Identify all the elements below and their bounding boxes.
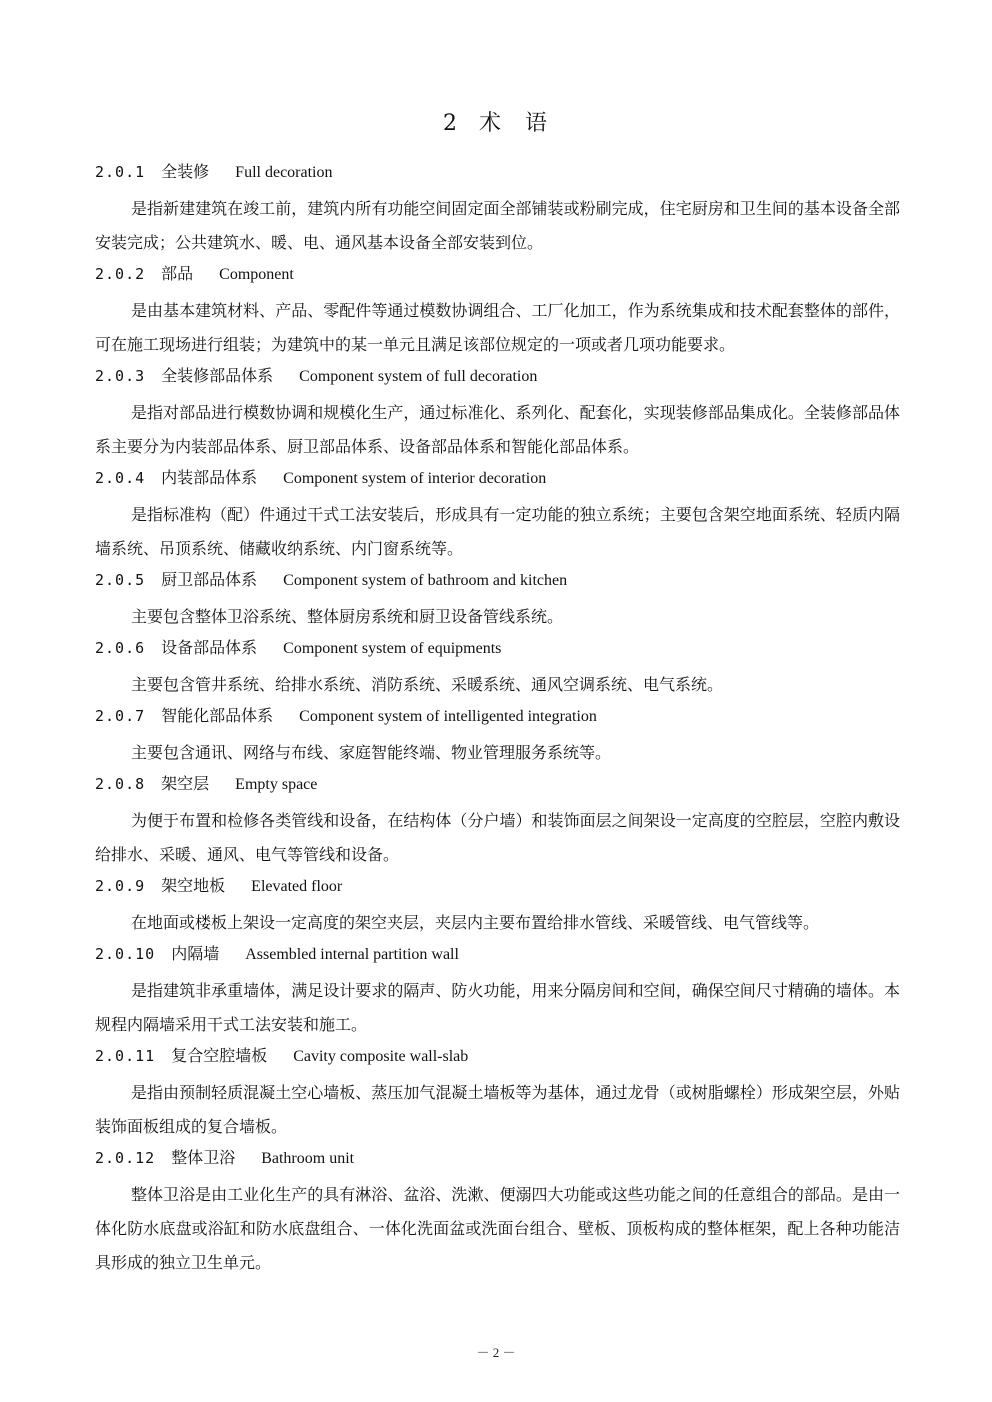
term-number: 2.0.12	[95, 1149, 156, 1167]
section-title-char-1: 术	[478, 111, 503, 136]
term-definition: 为便于布置和检修各类管线和设备，在结构体（分户墙）和装饰面层之间架设一定高度的空腔层，空腔内敷设给排水、采暖、通风、电气等管线和设备。	[95, 811, 900, 864]
section-title-char-2: 语	[525, 111, 550, 136]
term-definition: 主要包含整体卫浴系统、整体厨房系统和厨卫设备管线系统。	[131, 607, 564, 626]
term-number: 2.0.1	[95, 163, 146, 181]
term-entry	[95, 872, 900, 940]
term-definition: 是指建筑非承重墙体，满足设计要求的隔声、防火功能，用来分隔房间和空间，确保空间尺寸精确的墙体。本规程内隔墙采用干式工法安装和施工。	[95, 981, 900, 1034]
term-definition: 在地面或楼板上架设一定高度的架空夹层，夹层内主要布置给排水管线、采暖管线、电气管线等。	[131, 913, 820, 932]
term-entry	[95, 770, 900, 872]
term-english: Component system of full decoration	[299, 368, 538, 385]
term-entry	[95, 464, 900, 566]
term-chinese: 架空层	[161, 774, 210, 793]
term-english: Cavity composite wall-slab	[293, 1048, 469, 1065]
term-chinese: 内装部品体系	[161, 468, 258, 487]
term-entry	[95, 362, 900, 464]
term-number: 2.0.5	[95, 571, 146, 589]
term-entry	[95, 702, 900, 770]
term-number: 2.0.9	[95, 877, 146, 895]
term-heading	[95, 872, 900, 906]
term-heading	[95, 634, 900, 668]
term-definition: 是由基本建筑材料、产品、零配件等通过模数协调组合、工厂化加工，作为系统集成和技术配套整体的部件，可在施工现场进行组装；为建筑中的某一单元且满足该部位规定的一项或者几项功能要求。	[95, 301, 900, 354]
term-entry	[95, 634, 900, 702]
term-heading	[95, 1042, 900, 1076]
term-english: Elevated floor	[251, 878, 343, 895]
term-entry	[95, 260, 900, 362]
term-english: Bathroom unit	[261, 1150, 355, 1167]
term-number: 2.0.2	[95, 265, 146, 283]
term-definition: 主要包含通讯、网络与布线、家庭智能终端、物业管理服务系统等。	[131, 743, 612, 762]
section-title	[0, 106, 992, 137]
term-number: 2.0.6	[95, 639, 146, 657]
term-heading	[95, 770, 900, 804]
term-definition: 主要包含管井系统、给排水系统、消防系统、采暖系统、通风空调系统、电气系统。	[131, 675, 724, 694]
term-chinese: 设备部品体系	[161, 638, 258, 657]
term-entry	[95, 1144, 900, 1280]
term-chinese: 智能化部品体系	[161, 706, 274, 725]
term-number: 2.0.11	[95, 1047, 156, 1065]
term-entry	[95, 158, 900, 260]
term-number: 2.0.4	[95, 469, 146, 487]
term-heading	[95, 158, 900, 192]
term-chinese: 全装修	[161, 162, 210, 181]
term-entry	[95, 1042, 900, 1144]
term-chinese: 内隔墙	[171, 944, 220, 963]
term-english: Component system of bathroom and kitchen	[283, 572, 568, 589]
term-definition: 是指对部品进行模数协调和规模化生产，通过标准化、系列化、配套化，实现装修部品集成化。全装修部品体系主要分为内装部品体系、厨卫部品体系、设备部品体系和智能化部品体系。	[95, 403, 900, 456]
term-entry	[95, 566, 900, 634]
term-english: Full decoration	[235, 164, 333, 181]
term-chinese: 整体卫浴	[171, 1148, 236, 1167]
term-chinese: 复合空腔墙板	[171, 1046, 268, 1065]
term-heading	[95, 566, 900, 600]
term-english: Component system of interior decoration	[283, 470, 547, 487]
term-definition: 是指由预制轻质混凝土空心墙板、蒸压加气混凝土墙板等为基体，通过龙骨（或树脂螺栓）形成架空层，外贴装饰面板组成的复合墙板。	[95, 1083, 900, 1136]
term-number: 2.0.3	[95, 367, 146, 385]
term-chinese: 架空地板	[161, 876, 226, 895]
term-number: 2.0.7	[95, 707, 146, 725]
term-chinese: 部品	[161, 264, 194, 283]
term-chinese: 全装修部品体系	[161, 366, 274, 385]
page-number: － 2 －	[476, 1345, 516, 1360]
terms-list	[95, 158, 900, 1280]
term-english: Assembled internal partition wall	[245, 946, 459, 963]
term-definition: 是指标准构（配）件通过干式工法安装后，形成具有一定功能的独立系统；主要包含架空地面系统、轻质内隔墙系统、吊顶系统、储藏收纳系统、内门窗系统等。	[95, 505, 900, 558]
section-number: 2	[442, 111, 459, 136]
term-english: Component	[219, 266, 294, 283]
term-heading	[95, 464, 900, 498]
term-entry	[95, 940, 900, 1042]
term-number: 2.0.10	[95, 945, 156, 963]
term-number: 2.0.8	[95, 775, 146, 793]
term-heading	[95, 362, 900, 396]
term-heading	[95, 1144, 900, 1178]
term-heading	[95, 260, 900, 294]
term-english: Component system of intelligented integration	[299, 708, 597, 725]
term-english: Component system of equipments	[283, 640, 502, 657]
term-definition: 是指新建建筑在竣工前，建筑内所有功能空间固定面全部铺装或粉刷完成，住宅厨房和卫生间的基本设备全部安装完成；公共建筑水、暖、电、通风基本设备全部安装到位。	[95, 199, 900, 252]
term-english: Empty space	[235, 776, 318, 793]
term-definition: 整体卫浴是由工业化生产的具有淋浴、盆浴、洗漱、便溺四大功能或这些功能之间的任意组合的部品。是由一体化防水底盘或浴缸和防水底盘组合、一体化洗面盆或洗面台组合、壁板、顶板构成的整体框架，配上各种功能洁具形成的独立卫生单元。	[95, 1185, 900, 1272]
term-chinese: 厨卫部品体系	[161, 570, 258, 589]
term-heading	[95, 940, 900, 974]
term-heading	[95, 702, 900, 736]
